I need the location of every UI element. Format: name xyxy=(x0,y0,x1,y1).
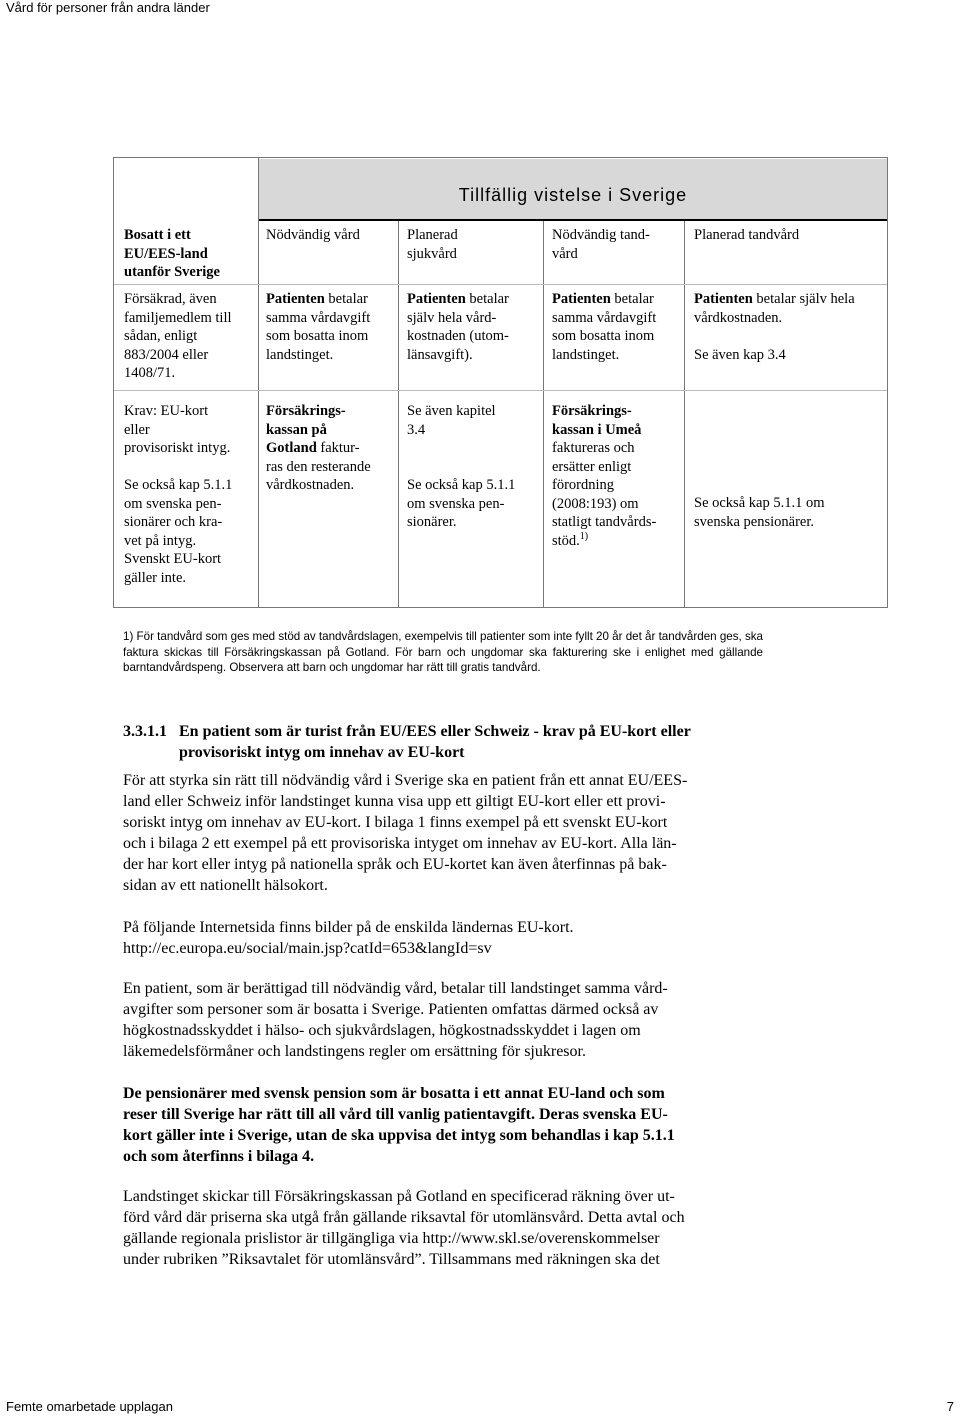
cell-line: (2008:193) om xyxy=(552,495,639,512)
row1-planned-dental xyxy=(694,290,855,364)
text-line: sidan av ett nationellt hälsokort. xyxy=(123,877,328,894)
heading-line xyxy=(123,721,783,742)
text-line: reser till Sverige har rätt till all vård till vanlig patientavgift. Deras svenska EU- xyxy=(123,1106,668,1123)
cell-line: samma vårdavgift xyxy=(266,309,371,326)
cell-line: samma vårdavgift xyxy=(552,309,657,326)
cell-line: gäller inte. xyxy=(124,569,187,586)
row1-planned-care xyxy=(407,290,509,364)
cell-line: landstinget. xyxy=(266,346,334,363)
footer-edition: Femte omarbetade upplagan xyxy=(6,1399,173,1414)
text-line: läkemedelsförmåner och landstingens regler om ersättning för sjukresor. xyxy=(123,1043,586,1060)
text-line: soriskt intyg om innehav av EU-kort. I bilaga 1 finns exempel på ett svenskt EU-kort xyxy=(123,814,668,831)
banner-underline xyxy=(259,219,887,221)
header-planned-care xyxy=(407,226,458,263)
cell-line: Se även kapitel xyxy=(407,403,496,419)
cell-bold: Försäkrings- xyxy=(266,403,346,419)
header-residence xyxy=(124,226,220,282)
row-divider xyxy=(114,284,887,285)
section-heading xyxy=(123,721,783,763)
row2-residence xyxy=(124,402,232,587)
row2-necessary-care xyxy=(266,402,371,495)
cell-line: om svenska pen- xyxy=(124,495,222,512)
row1-necessary-dental xyxy=(552,290,656,364)
text-line: högkostnadsskyddet i hälso- och sjukvårdslagen, högkostnadsskyddet i lagen om xyxy=(123,1022,641,1039)
column-divider xyxy=(398,221,399,607)
section-title-continued: provisoriskt intyg om innehav av EU-kort xyxy=(179,744,465,761)
cell-bold: Gotland xyxy=(266,440,317,456)
column-divider xyxy=(543,221,544,607)
cell-line: 883/2004 eller xyxy=(124,346,209,363)
cell-line: faktureras och xyxy=(552,440,635,456)
row2-planned-care xyxy=(407,402,515,532)
row2-planned-dental xyxy=(694,494,824,531)
cell-line: provisoriskt intyg. xyxy=(124,440,231,456)
cell-bold: Patienten xyxy=(407,291,466,307)
cell-bold: Försäkrings- xyxy=(552,403,632,419)
cell-line xyxy=(694,290,855,309)
cell-line xyxy=(266,421,371,440)
cell-gap xyxy=(407,458,515,477)
row2-necessary-dental xyxy=(552,402,656,550)
footnote-marker: 1) xyxy=(579,530,589,542)
header-necessary-dental-line: Nödvändig tand- xyxy=(552,227,650,243)
cell-line: förordning xyxy=(552,477,615,493)
header-residence-line: EU/EES-land xyxy=(124,245,208,262)
table-footnote: 1) För tandvård som ges med stöd av tandvårdslagen, exempelvis till patienter som inte fyllt 20 år det år tandvården ges, ska faktura skickas till Försäkringskassan på Gotland. För barn och ungdomar ska fakturering ske i enlighet med gällande barntandvårdspeng. Observera att barn och ungdomar har rätt till gratis tandvård. xyxy=(123,630,763,674)
table-banner-title: Tillfällig vistelse i Sverige xyxy=(458,185,688,205)
text-line: På följande Internetsida finns bilder på de enskilda ländernas EU-kort. xyxy=(123,919,574,936)
cell-text: betalar själv hela xyxy=(752,291,855,307)
cell-bold: Patienten xyxy=(694,291,753,307)
cell-line: statligt tandvårds- xyxy=(552,514,657,530)
paragraph-invoicing xyxy=(123,1186,773,1270)
cell-line: vet på intyg. xyxy=(124,532,197,549)
cell-bold: Patienten xyxy=(552,291,611,307)
cell-line: Se även kap 3.4 xyxy=(694,346,786,363)
text-line: För att styrka sin rätt till nödvändig vård i Sverige ska en patient från ett annat EU/EES- xyxy=(123,772,688,789)
paragraph-patient-fees xyxy=(123,978,773,1062)
text-line: land eller Schweiz inför landstinget kunna visa upp ett giltigt EU-kort eller ett provi- xyxy=(123,793,666,810)
cell-text: betalar xyxy=(465,291,509,307)
text-line: gällande regionala prislistor är tillgängliga via http://www.skl.se/overenskommelser xyxy=(123,1230,660,1247)
cell-text: betalar xyxy=(324,291,368,307)
cell-line: som bosatta inom xyxy=(266,328,369,344)
text-line: och som återfinns i bilaga 4. xyxy=(123,1148,315,1165)
text-line: De pensionärer med svensk pension som är bosatta i ett annat EU-land och som xyxy=(123,1085,665,1102)
cell-line: Svenskt EU-kort xyxy=(124,551,222,567)
paragraph-eu-card xyxy=(123,770,773,896)
cell-line: 3.4 xyxy=(407,421,426,438)
cell-line: Krav: EU-kort xyxy=(124,403,209,419)
cell-line: sionärer och kra- xyxy=(124,514,223,530)
cell-line: sådan, enligt xyxy=(124,328,198,344)
cell-gap xyxy=(694,327,855,346)
cell-bold: kassan i Umeå xyxy=(552,421,642,438)
cell-line xyxy=(266,290,370,309)
column-divider xyxy=(684,221,685,607)
text-line: En patient, som är berättigad till nödvändig vård, betalar till landstinget samma vård- xyxy=(123,980,668,997)
cell-line: kostnaden (utom- xyxy=(407,328,509,344)
cell-line: som bosatta inom xyxy=(552,328,655,344)
cell-line: 1408/71. xyxy=(124,365,176,381)
header-residence-line: Bosatt i ett xyxy=(124,227,191,243)
eu-card-link[interactable]: http://ec.europa.eu/social/main.jsp?catId=653&langId=sv xyxy=(123,940,492,957)
cell-line: länsavgift). xyxy=(407,346,473,363)
text-line: avgifter som personer som är bosatta i Sverige. Patienten omfattas därmed också av xyxy=(123,1001,659,1018)
cell-gap xyxy=(407,439,515,458)
cell-line: sionärer. xyxy=(407,514,457,530)
text-line: förd vård där priserna ska utgå från gällande riksavtal för utomlänsvård. Detta avtal och xyxy=(123,1209,685,1226)
header-planned-dental: Planerad tandvård xyxy=(694,227,800,243)
cell-gap xyxy=(124,458,232,477)
paragraph-internet-link xyxy=(123,917,773,959)
cell-text: faktur- xyxy=(316,440,360,456)
text-line: kort gäller inte i Sverige, utan de ska uppvisa det intyg som behandlas i kap 5.1.1 xyxy=(123,1127,675,1144)
cell-line: eller xyxy=(124,421,150,438)
section-number: 3.3.1.1 xyxy=(123,723,167,740)
cell-line: ras den resterande xyxy=(266,458,371,475)
header-residence-line: utanför Sverige xyxy=(124,264,220,280)
cell-line: familjemedlem till xyxy=(124,309,232,326)
cell-bold: kassan på xyxy=(266,421,327,438)
cell-line: svenska pensionärer. xyxy=(694,513,814,530)
cell-line xyxy=(552,290,656,309)
cell-line: ersätter enligt xyxy=(552,458,632,475)
cell-line: Se också kap 5.1.1 xyxy=(407,477,516,493)
cell-line xyxy=(266,402,371,421)
running-header: Vård för personer från andra länder xyxy=(6,0,210,15)
header-necessary-dental-line: vård xyxy=(552,245,578,262)
header-planned-care-line: Planerad xyxy=(407,227,458,243)
cell-line: själv hela vård- xyxy=(407,309,497,326)
header-necessary-dental xyxy=(552,226,650,263)
header-necessary-care: Nödvändig vård xyxy=(266,227,360,243)
row1-necessary-care xyxy=(266,290,370,364)
cell-line: Se också kap 5.1.1 xyxy=(124,477,233,493)
cell-line xyxy=(552,421,656,440)
header-planned-care-line: sjukvård xyxy=(407,245,457,262)
page-number: 7 xyxy=(946,1399,954,1414)
cell-bold: Patienten xyxy=(266,291,325,307)
cell-line xyxy=(407,290,509,309)
column-divider xyxy=(258,158,259,607)
cell-line: vårdkostnaden. xyxy=(266,477,355,493)
text-line: under rubriken ”Riksavtalet för utomlänsvård”. Tillsammans med räkningen ska det xyxy=(123,1251,660,1268)
cell-line: om svenska pen- xyxy=(407,495,505,512)
row1-residence xyxy=(124,290,232,383)
cell-line xyxy=(552,532,656,551)
cell-text: stöd. xyxy=(552,532,580,549)
text-line: och i bilaga 2 ett exempel på ett provisoriska intyget om innehav av EU-kort. Alla län- xyxy=(123,835,677,852)
text-line: der har kort eller intyg på nationella språk och EU-kortet kan även återfinnas på bak- xyxy=(123,856,667,873)
cell-line: landstinget. xyxy=(552,346,620,363)
cell-line: Försäkrad, även xyxy=(124,291,217,307)
cell-line: vårdkostnaden. xyxy=(694,309,783,326)
paragraph-pensioners xyxy=(123,1083,773,1167)
text-line: Landstinget skickar till Försäkringskassan på Gotland en specificerad räkning över ut- xyxy=(123,1188,675,1205)
cell-line: Se också kap 5.1.1 om xyxy=(694,495,825,511)
cell-line xyxy=(266,439,371,458)
row-divider xyxy=(114,390,887,391)
section-title: En patient som är turist från EU/EES eller Schweiz - krav på EU-kort eller xyxy=(179,723,691,740)
cell-line xyxy=(552,402,656,421)
cell-text: betalar xyxy=(610,291,654,307)
